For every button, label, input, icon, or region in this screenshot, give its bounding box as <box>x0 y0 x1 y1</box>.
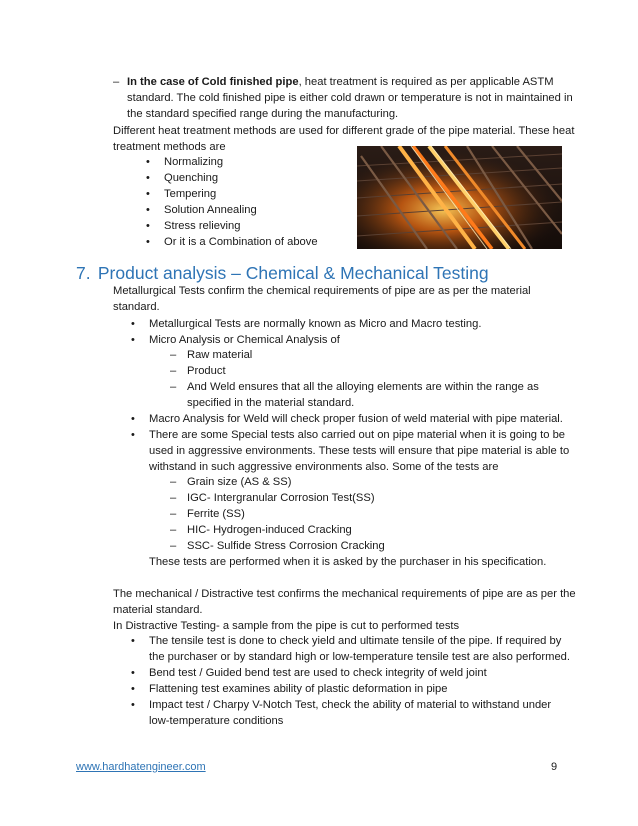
bullet-impact-test-line-1: Impact test / Charpy V-Notch Test, check the ability of material to withstand under <box>149 699 552 711</box>
dash-marker: – <box>170 476 177 488</box>
sub-item: Product <box>187 365 226 377</box>
bullet-icon: • <box>131 413 135 425</box>
method-item: Solution Annealing <box>164 204 257 216</box>
bullet-icon: • <box>131 683 135 695</box>
bullet-icon: • <box>146 204 150 216</box>
bullet-micro-analysis: Micro Analysis or Chemical Analysis of <box>149 334 340 346</box>
dash-marker: – <box>170 524 177 536</box>
section-heading <box>76 262 489 284</box>
cold-finished-line-2: standard. The cold finished pipe is either cold drawn or temperature is not in maintained in <box>127 92 573 104</box>
bullet-icon: • <box>131 318 135 330</box>
bullet-tensile-test-line-1: The tensile test is done to check yield and ultimate tensile of the pipe. If required by <box>149 635 562 647</box>
special-test-item: SSC- Sulfide Stress Corrosion Cracking <box>187 540 385 552</box>
bullet-macro-analysis: Macro Analysis for Weld will check proper fusion of weld material with pipe material. <box>149 413 563 425</box>
mechanical-intro-line-2: material standard. <box>113 604 203 616</box>
method-item: Or it is a Combination of above <box>164 236 318 248</box>
cold-finished-line <box>127 74 554 90</box>
dash-marker: – <box>170 508 177 520</box>
page-number: 9 <box>551 761 558 773</box>
special-test-item: Ferrite (SS) <box>187 508 245 520</box>
method-item: Stress relieving <box>164 220 241 232</box>
bullet-icon: • <box>131 699 135 711</box>
cold-finished-text: , heat treatment is required as per applicable ASTM <box>298 76 554 88</box>
methods-intro-line-1: Different heat treatment methods are used for different grade of the pipe material. These heat <box>113 125 575 137</box>
section-number: 7. <box>76 263 91 283</box>
footer-website-link[interactable]: www.hardhatengineer.com <box>76 761 206 773</box>
bullet-special-tests-line-1: There are some Special tests also carried out on pipe material when it is going to be <box>149 429 566 441</box>
bullet-icon: • <box>131 635 135 647</box>
dash-marker: – <box>170 381 177 393</box>
section-title: Product analysis – Chemical & Mechanical Testing <box>97 263 489 283</box>
method-item: Quenching <box>164 172 219 184</box>
hot-pipes-photo <box>357 146 562 249</box>
special-test-item: Grain size (AS & SS) <box>187 476 292 488</box>
bullet-impact-test-line-2: low-temperature conditions <box>149 715 284 727</box>
bullet-icon: • <box>146 220 150 232</box>
special-test-item: IGC- Intergranular Corrosion Test(SS) <box>187 492 375 504</box>
bullet-icon: • <box>131 334 135 346</box>
section-intro-line-1: Metallurgical Tests confirm the chemical requirements of pipe are as per the material <box>113 285 531 297</box>
sub-item: Raw material <box>187 349 253 361</box>
special-tests-note: These tests are performed when it is asked by the purchaser in his specification. <box>149 556 547 568</box>
dash-marker: – <box>170 540 177 552</box>
mechanical-intro-line-3: In Distractive Testing- a sample from the pipe is cut to performed tests <box>113 620 460 632</box>
cold-finished-line-3: the standard specified range during the manufacturing. <box>127 108 399 120</box>
dash-marker: – <box>170 349 177 361</box>
sub-item-continuation: specified in the material standard. <box>187 397 355 409</box>
bullet-icon: • <box>146 188 150 200</box>
sub-item: And Weld ensures that all the alloying elements are within the range as <box>187 381 539 393</box>
method-item: Normalizing <box>164 156 224 168</box>
cold-finished-label: In the case of Cold finished pipe <box>127 76 299 88</box>
bullet-icon: • <box>131 429 135 441</box>
bullet-bend-test: Bend test / Guided bend test are used to check integrity of weld joint <box>149 667 487 679</box>
dash-marker: – <box>113 76 120 88</box>
bullet-metallurgical: Metallurgical Tests are normally known as Micro and Macro testing. <box>149 318 482 330</box>
bullet-icon: • <box>146 236 150 248</box>
special-test-item: HIC- Hydrogen-induced Cracking <box>187 524 352 536</box>
bullet-icon: • <box>146 172 150 184</box>
mechanical-intro-line-1: The mechanical / Distractive test confirms the mechanical requirements of pipe are as per the <box>113 588 576 600</box>
dash-marker: – <box>170 365 177 377</box>
bullet-tensile-test-line-2: the purchaser or by standard high or low-temperature tensile test are also performed. <box>149 651 570 663</box>
bullet-special-tests-line-3: withstand in such aggressive environments also. Some of the tests are <box>149 461 499 473</box>
dash-marker: – <box>170 492 177 504</box>
section-intro-line-2: standard. <box>113 301 160 313</box>
bullet-icon: • <box>146 156 150 168</box>
method-item: Tempering <box>164 188 217 200</box>
bullet-icon: • <box>131 667 135 679</box>
bullet-flattening-test: Flattening test examines ability of plastic deformation in pipe <box>149 683 448 695</box>
bullet-special-tests-line-2: used in aggressive environments. These tests will ensure that pipe material is able to <box>149 445 570 457</box>
methods-intro-line-2: treatment methods are <box>113 141 226 153</box>
